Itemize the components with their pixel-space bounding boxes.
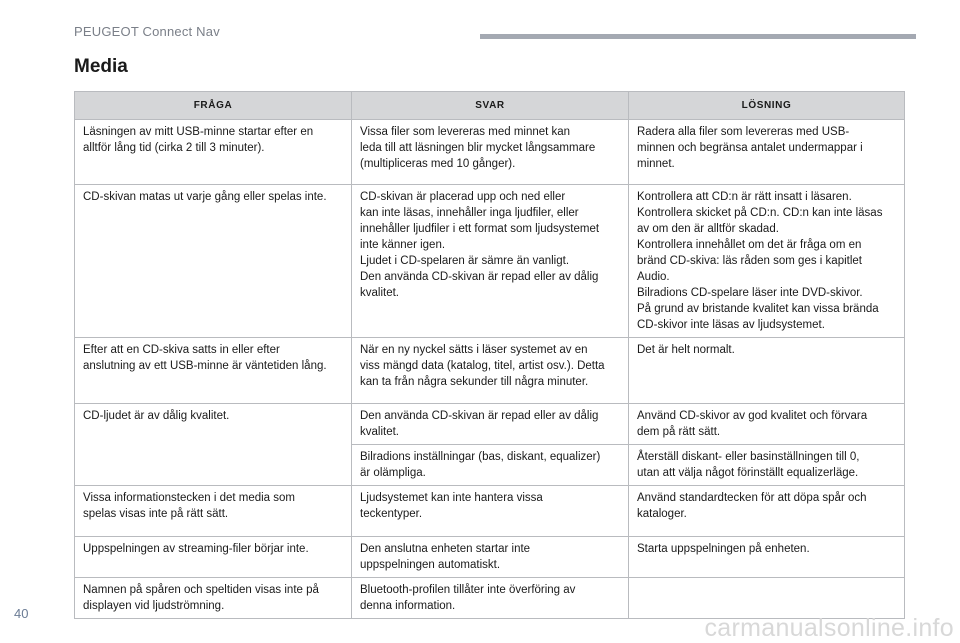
solution-cell: Kontrollera att CD:n är rätt insatt i läsaren. Kontrollera skicket på CD:n. CD:n kan inte läsas av om den är alltför skadad. Kontrollera innehållet om det är fråga om en bränd CD-skiva: läs råden som ges i kapitlet Audio. Bilradions CD-spelare läser inte DVD-skivor. På grund av bristande kvalitet kan vissa brända CD-skivor inte läsas av ljudsystemet. — [629, 185, 905, 338]
table-row — [75, 120, 905, 185]
watermark: carmanualsonline.info — [704, 614, 954, 642]
answer-cell: Den använda CD-skivan är repad eller av dålig kvalitet. — [352, 404, 629, 445]
question-cell: Namnen på spåren och speltiden visas inte på displayen vid ljudströmning. — [75, 578, 352, 619]
table-row — [75, 537, 905, 578]
solution-cell: Starta uppspelningen på enheten. — [629, 537, 905, 578]
solution-cell: Det är helt normalt. — [629, 338, 905, 404]
answer-cell: Vissa filer som levereras med minnet kan leda till att läsningen blir mycket långsammare (multipliceras med 10 gånger). — [352, 120, 629, 185]
page-number: 40 — [14, 606, 29, 621]
table-row — [75, 486, 905, 537]
table-row — [75, 578, 905, 619]
question-cell: CD-skivan matas ut varje gång eller spelas inte. — [75, 185, 352, 338]
table-row — [75, 404, 905, 445]
question-cell: Vissa informationstecken i det media som spelas visas inte på rätt sätt. — [75, 486, 352, 537]
question-cell: Läsningen av mitt USB-minne startar efter en alltför lång tid (cirka 2 till 3 minuter). — [75, 120, 352, 185]
question-cell: Uppspelningen av streaming-filer börjar inte. — [75, 537, 352, 578]
solution-cell — [629, 578, 905, 619]
question-cell: Efter att en CD-skiva satts in eller efter anslutning av ett USB-minne är väntetiden lång. — [75, 338, 352, 404]
document-header-title: PEUGEOT Connect Nav — [74, 24, 220, 39]
answer-cell: Ljudsystemet kan inte hantera vissa teckentyper. — [352, 486, 629, 537]
solution-cell: Återställ diskant- eller basinställningen till 0, utan att välja något förinställt equalizerläge. — [629, 445, 905, 486]
answer-cell: CD-skivan är placerad upp och ned eller kan inte läsas, innehåller inga ljudfiler, eller innehåller ljudfiler i ett format som ljudsystemet inte känner igen. Ljudet i CD-spelaren är sämre än vanligt. Den använda CD-skivan är repad eller av dålig kvalitet. — [352, 185, 629, 338]
answer-cell: När en ny nyckel sätts i läser systemet av en viss mängd data (katalog, titel, artist osv.). Detta kan ta från några sekunder till några minuter. — [352, 338, 629, 404]
troubleshooting-table — [74, 91, 905, 619]
solution-cell: Radera alla filer som levereras med USB- minnen och begränsa antalet undermappar i minnet. — [629, 120, 905, 185]
column-header-solution: LÖSNING — [629, 92, 905, 120]
column-header-question: FRÅGA — [75, 92, 352, 120]
answer-cell: Bilradions inställningar (bas, diskant, equalizer) är olämpliga. — [352, 445, 629, 486]
section-title: Media — [74, 56, 128, 77]
answer-cell: Bluetooth-profilen tillåter inte överföring av denna information. — [352, 578, 629, 619]
column-header-answer: SVAR — [352, 92, 629, 120]
table-row — [75, 185, 905, 338]
solution-cell: Använd CD-skivor av god kvalitet och förvara dem på rätt sätt. — [629, 404, 905, 445]
header-divider-bar — [480, 34, 916, 39]
table-row — [75, 338, 905, 404]
table-header-row — [75, 92, 905, 120]
solution-cell: Använd standardtecken för att döpa spår och kataloger. — [629, 486, 905, 537]
question-cell: CD-ljudet är av dålig kvalitet. — [75, 404, 352, 486]
answer-cell: Den anslutna enheten startar inte uppspelningen automatiskt. — [352, 537, 629, 578]
